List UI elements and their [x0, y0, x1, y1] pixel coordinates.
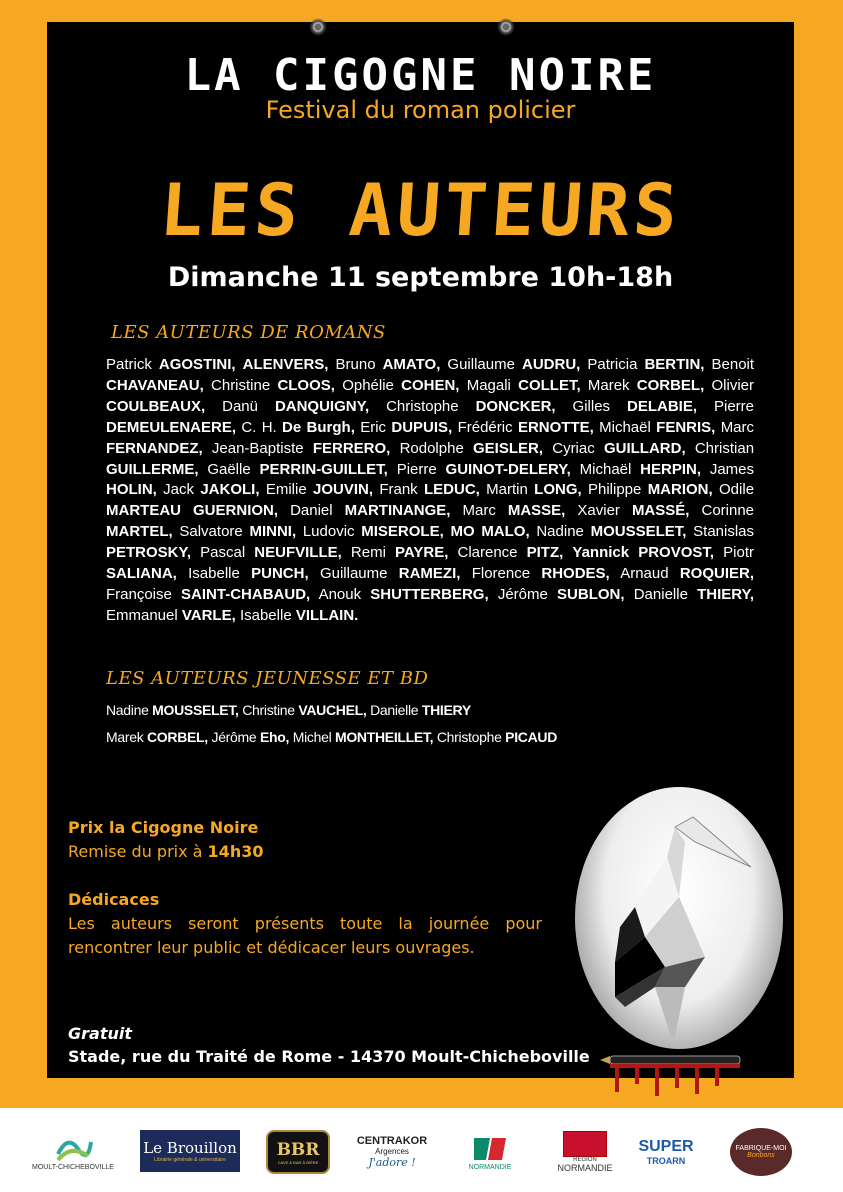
author-name	[437, 729, 557, 745]
author-name	[498, 586, 625, 603]
author-first-name: Salvatore	[179, 523, 250, 541]
author-name	[552, 440, 685, 457]
author-name	[472, 565, 610, 582]
author-last-name: JOUVIN,	[313, 481, 374, 499]
author-name	[222, 398, 369, 415]
author-last-name: AGOSTINI,	[158, 356, 236, 373]
author-last-name: PETROSKY,	[106, 544, 192, 562]
author-last-name: RAMEZI,	[398, 565, 461, 583]
festival-subtitle: Festival du roman policier	[265, 96, 576, 124]
event-address: Stade, rue du Traité de Rome - 14370 Moult-Chicheboville	[68, 1047, 590, 1066]
author-name	[207, 461, 388, 478]
author-first-name: Gilles	[572, 397, 628, 415]
author-last-name: FERRERO,	[312, 439, 391, 457]
author-first-name: Daniel	[290, 502, 345, 520]
author-name	[106, 729, 208, 745]
author-first-name: Cyriac	[552, 439, 604, 457]
logo-region-normandie	[548, 1126, 622, 1178]
author-last-name: DONCKER,	[475, 397, 556, 415]
author-name	[266, 481, 373, 498]
author-first-name: Marek	[587, 376, 637, 394]
centrakor-tag: J'adore !	[368, 1156, 416, 1169]
bullet-hole-icon	[309, 18, 327, 36]
author-last-name: PUNCH,	[251, 565, 309, 583]
author-first-name: Pierre	[713, 397, 754, 415]
author-last-name: MARION,	[647, 481, 713, 499]
author-last-name: MISEROLE,	[361, 523, 444, 541]
superu-name: SUPER	[638, 1138, 694, 1155]
festival-title: LA CIGOGNE NOIRE	[184, 50, 657, 101]
author-first-name: Arnaud	[620, 565, 680, 583]
author-last-name: VARLE,	[181, 606, 236, 624]
author-last-name: DEMEULENAERE,	[106, 418, 237, 436]
author-first-name: Isabelle	[188, 565, 252, 583]
stork-oval	[575, 787, 783, 1049]
author-last-name: VAUCHEL,	[298, 702, 367, 718]
author-last-name: MARTEL,	[106, 523, 173, 541]
author-first-name: Martin	[486, 481, 535, 499]
author-name	[163, 481, 259, 498]
author-first-name: Rodolphe	[399, 439, 473, 457]
author-first-name: Olivier	[711, 376, 755, 394]
author-name	[188, 565, 309, 582]
brouillon-sub: Librairie générale & universitaire	[154, 1157, 226, 1163]
author-name	[241, 419, 355, 436]
author-name	[351, 544, 448, 561]
author-first-name: Christine	[242, 702, 299, 718]
author-name	[572, 544, 714, 561]
author-last-name: PITZ,	[526, 544, 564, 562]
author-last-name: SUBLON,	[557, 585, 625, 603]
author-first-name: Frank	[379, 481, 424, 499]
author-name	[320, 565, 460, 582]
free-label: Gratuit	[68, 1024, 132, 1043]
author-last-name: ERNOTTE,	[517, 418, 594, 436]
author-last-name: AMATO,	[382, 356, 441, 373]
author-first-name: Guillaume	[319, 565, 399, 583]
author-name	[106, 702, 239, 718]
bullet-hole-icon	[497, 18, 515, 36]
author-name	[467, 377, 581, 394]
author-first-name: Ludovic	[302, 523, 362, 541]
author-last-name: AUDRU,	[522, 356, 581, 373]
author-first-name: Xavier	[577, 502, 632, 520]
author-first-name: Danielle	[370, 702, 422, 718]
novel-authors-title: LES AUTEURS DE ROMANS	[111, 322, 386, 343]
author-last-name: CLOOS,	[277, 376, 335, 394]
author-name	[303, 523, 444, 540]
credit-agricole-icon	[470, 1134, 510, 1164]
author-first-name: Michaël	[579, 460, 641, 478]
author-last-name: PAYRE,	[395, 544, 449, 562]
moult-logo-text: MOULT-CHICHEBOVILLE	[32, 1163, 114, 1171]
author-name	[634, 586, 754, 603]
author-first-name: Marek	[106, 729, 147, 745]
author-name	[379, 481, 480, 498]
author-name	[106, 356, 236, 373]
author-first-name: Anouk	[318, 585, 371, 603]
author-first-name: Danü	[222, 397, 275, 415]
author-last-name: COHEN,	[401, 376, 460, 394]
author-last-name: COLLET,	[518, 376, 581, 394]
poster	[47, 22, 794, 1078]
author-name	[240, 607, 358, 624]
author-name	[400, 440, 543, 457]
author-first-name: Patrick	[106, 356, 159, 373]
author-name	[212, 440, 390, 457]
author-last-name: LEDUC,	[424, 481, 480, 499]
credit-agricole-text: NORMANDIE	[468, 1163, 512, 1171]
region-flag-icon	[563, 1131, 607, 1157]
author-first-name: Isabelle	[239, 606, 296, 624]
author-name	[620, 565, 754, 582]
author-name	[290, 502, 450, 519]
author-last-name: MARTEAU GUERNION,	[106, 502, 279, 520]
author-name	[319, 586, 489, 603]
author-first-name: Marc	[462, 502, 508, 520]
prize-label: Remise du prix à	[68, 842, 208, 861]
event-date: Dimanche 11 septembre 10h-18h	[167, 262, 674, 293]
fabrique-sub: Bonbons	[747, 1152, 775, 1159]
author-last-name: JAKOLI,	[200, 481, 260, 499]
author-last-name: THIERY,	[697, 585, 755, 603]
author-first-name: Odile	[719, 481, 755, 499]
author-first-name: Pascal	[200, 544, 255, 562]
author-name	[599, 419, 715, 436]
author-last-name: MARTINANGE,	[344, 502, 451, 520]
youth-authors-line	[106, 729, 557, 745]
author-first-name: Marc	[720, 418, 755, 436]
prize-text	[68, 842, 542, 861]
author-name	[106, 586, 310, 603]
author-first-name: Christine	[211, 376, 278, 394]
bbr-sub: CAVE & BAR À BIÈRE	[277, 1159, 319, 1165]
author-first-name: Philippe	[588, 481, 648, 499]
signing-title: Dédicaces	[68, 890, 160, 909]
author-name	[386, 398, 556, 415]
author-name	[211, 377, 335, 394]
author-last-name: FERNANDEZ,	[106, 439, 203, 457]
author-last-name: CORBEL,	[636, 376, 705, 394]
prize-time: 14h30	[207, 842, 264, 861]
author-last-name: FENRIS,	[656, 418, 716, 436]
stork-icon	[575, 787, 783, 1049]
author-name	[536, 523, 686, 540]
author-first-name: Pierre	[396, 460, 446, 478]
author-first-name: Ophélie	[342, 376, 402, 394]
author-last-name: GUILLARD,	[603, 439, 686, 457]
author-first-name: Christophe	[386, 397, 476, 415]
author-name	[243, 356, 329, 373]
author-last-name: COULBEAUX,	[106, 397, 206, 415]
author-last-name: GUINOT-DELERY,	[445, 460, 571, 478]
author-name	[486, 481, 582, 498]
page-heading: LES AUTEURS	[157, 168, 684, 252]
author-last-name: MASSÉ,	[631, 502, 690, 520]
author-last-name: MOUSSELET,	[590, 523, 687, 541]
brouillon-name: Le Brouillon	[143, 1139, 237, 1157]
novel-authors-list	[106, 355, 754, 627]
author-name	[587, 356, 704, 373]
author-last-name: NEUFVILLE,	[254, 544, 342, 562]
author-first-name: Bruno	[335, 356, 383, 373]
logo-moult	[28, 1126, 118, 1178]
author-first-name: Nadine	[106, 702, 153, 718]
author-first-name: Jean-Baptiste	[211, 439, 313, 457]
author-first-name: Magali	[466, 376, 519, 394]
author-first-name: Stanislas	[693, 523, 755, 541]
author-last-name: MO MALO,	[450, 523, 530, 541]
author-name	[200, 544, 342, 561]
author-first-name: Clarence	[457, 544, 527, 562]
centrakor-sub: Argences	[375, 1147, 409, 1156]
author-last-name: DANQUIGNY,	[274, 397, 370, 415]
bbr-name: BBR	[276, 1139, 320, 1160]
author-name	[342, 377, 459, 394]
author-name	[458, 419, 594, 436]
author-first-name: C. H.	[241, 418, 283, 436]
author-last-name: CHAVANEAU,	[106, 376, 204, 394]
author-last-name: ALENVERS,	[242, 356, 329, 373]
author-first-name: Benoit	[711, 356, 755, 373]
moult-logo-icon	[53, 1134, 93, 1164]
centrakor-name: CENTRAKOR	[356, 1135, 428, 1147]
author-last-name: LONG,	[534, 481, 582, 499]
fabrique-name: FABRIQUE-MOI	[735, 1145, 787, 1152]
author-name	[106, 607, 236, 624]
author-last-name: RHODES,	[541, 565, 610, 583]
author-first-name: Danielle	[633, 585, 698, 603]
youth-authors-line	[106, 702, 471, 718]
author-last-name: THIERY	[421, 702, 471, 718]
author-last-name: MOUSSELET,	[152, 702, 239, 718]
author-first-name: Eric	[360, 418, 392, 436]
logo-centrakor	[352, 1126, 432, 1178]
author-last-name: MONTHEILLET,	[334, 729, 434, 745]
author-first-name: Emmanuel	[106, 606, 182, 624]
author-first-name: Frédéric	[457, 418, 518, 436]
author-first-name: James	[709, 460, 755, 478]
author-last-name: GEISLER,	[473, 439, 544, 457]
author-name	[447, 356, 580, 373]
author-name	[450, 523, 529, 540]
author-last-name: PERRIN-GUILLET,	[259, 460, 388, 478]
logo-fabrique	[730, 1128, 792, 1176]
author-first-name: Jérôme	[211, 729, 260, 745]
prize-title: Prix la Cigogne Noire	[68, 818, 259, 837]
logo-credit-agricole	[460, 1126, 520, 1178]
author-last-name: GUILLERME,	[106, 460, 199, 478]
author-last-name: CORBEL,	[147, 729, 208, 745]
author-last-name: PICAUD	[505, 729, 558, 745]
author-last-name: Eho,	[259, 729, 290, 745]
author-first-name: Jérôme	[497, 585, 558, 603]
author-first-name: Michaël	[599, 418, 657, 436]
author-last-name: DELABIE,	[627, 397, 698, 415]
author-name	[397, 461, 571, 478]
author-first-name: Nadine	[536, 523, 591, 541]
sponsor-logos	[0, 1118, 843, 1192]
author-last-name: SHUTTERBERG,	[370, 585, 489, 603]
author-last-name: SAINT-CHABAUD,	[181, 585, 311, 603]
author-first-name: Christian	[694, 439, 755, 457]
author-last-name: SALIANA,	[106, 565, 177, 583]
author-last-name: VILLAIN.	[295, 606, 359, 624]
fountain-pen-icon	[600, 1050, 750, 1100]
author-first-name: Christophe	[436, 729, 506, 745]
author-first-name: Remi	[350, 544, 396, 562]
author-name	[336, 356, 441, 373]
author-first-name: Patricia	[587, 356, 645, 373]
author-first-name: Florence	[471, 565, 542, 583]
logo-brouillon	[140, 1130, 240, 1172]
author-first-name: Françoise	[106, 585, 182, 603]
author-name	[360, 419, 452, 436]
author-first-name: Piotr	[723, 544, 755, 562]
author-last-name: HERPIN,	[640, 460, 702, 478]
author-name	[588, 481, 713, 498]
region-label: RÉGION	[573, 1157, 597, 1163]
logo-bbr	[266, 1130, 330, 1174]
author-name	[293, 729, 434, 745]
signing-text: Les auteurs seront présents toute la journée pour rencontrer leur public et dédicacer leurs ouvrages.	[68, 914, 542, 957]
author-name	[577, 502, 689, 519]
author-last-name: ROQUIER,	[679, 565, 755, 583]
author-first-name: Guillaume	[447, 356, 522, 373]
author-name	[588, 377, 704, 394]
author-name	[573, 398, 697, 415]
author-name	[370, 702, 471, 718]
author-last-name: MINNI,	[249, 523, 297, 541]
author-name	[179, 523, 296, 540]
author-last-name: DUPUIS,	[391, 418, 453, 436]
author-last-name: Yannick PROVOST,	[572, 544, 715, 562]
author-name	[242, 702, 366, 718]
logo-super-u	[624, 1126, 708, 1178]
region-name: NORMANDIE	[557, 1163, 613, 1173]
author-name	[462, 502, 565, 519]
author-name	[580, 461, 701, 478]
youth-authors-title: LES AUTEURS JEUNESSE ET BD	[106, 668, 429, 689]
author-name	[457, 544, 563, 561]
author-first-name: Michel	[292, 729, 335, 745]
author-first-name: Gaëlle	[207, 460, 260, 478]
author-name	[212, 729, 290, 745]
author-first-name: Corinne	[701, 502, 755, 520]
author-last-name: De Burgh,	[282, 418, 355, 436]
author-last-name: MASSE,	[507, 502, 566, 520]
author-first-name: Jack	[163, 481, 201, 499]
author-last-name: HOLIN,	[106, 481, 157, 499]
superu-sub: TROARN	[646, 1156, 686, 1166]
author-first-name: Emilie	[265, 481, 313, 499]
author-last-name: BERTIN,	[644, 356, 705, 373]
